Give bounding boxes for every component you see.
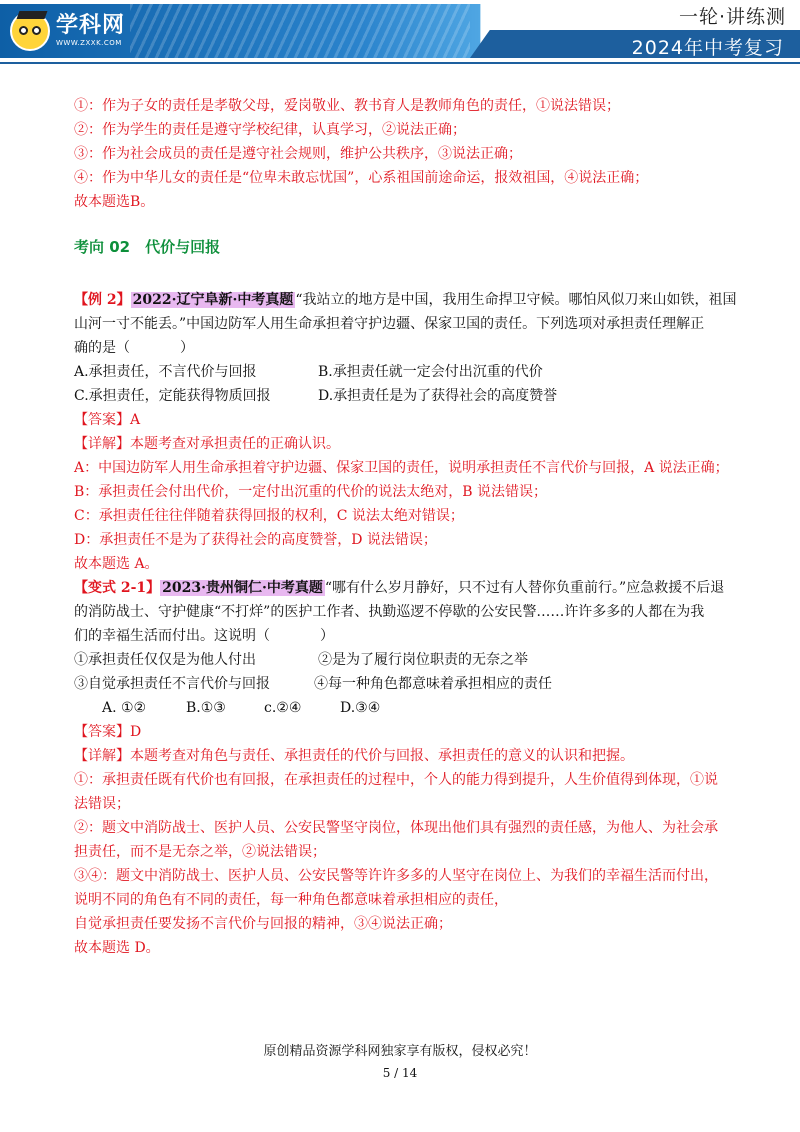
explanation-line: B：承担责任会付出代价，一定付出沉重的代价的说法太绝对，B 说法错误； [74,484,548,500]
series-label: 一轮·讲练测 [678,6,786,28]
example-tag: 【例 2】 [74,292,131,308]
prev-explanation-line: ④：作为中华儿女的责任是“位卑未敢忘忧国”，心系祖国前途命运，报效祖国，④说法正确； [74,170,649,186]
prev-explanation-line: 故本题选B。 [74,194,155,210]
choice-c: c.②④ [264,700,302,716]
copyright-note: 原创精品资源学科网独家享有版权，侵权必究！ [263,1044,537,1059]
choice-b: B.①③ [186,700,226,716]
page-number: 5 / 14 [382,1066,418,1080]
prev-explanation-line: ①：作为子女的责任是孝敬父母，爱岗敬业、教书育人是教师角色的责任，①说法错误； [74,98,620,114]
explanation-line: A：中国边防军人用生命承担着守护边疆、保家卫国的责任，说明承担责任不言代价与回报，A 说法正确； [74,460,729,476]
answer-line [74,722,141,742]
header-rule [0,62,800,64]
stem-text: ） [180,340,194,356]
stem-text: “哪有什么岁月静好，只不过有人替你负重前行。”应急救援不后退 [324,580,725,596]
explanation-line: D：承担责任不是为了获得社会的高度赞誉，D 说法错误； [74,532,437,548]
stem-text: 确的是（ [74,340,130,356]
answer-line [74,410,140,430]
statement-1: ①承担责任仅仅是为他人付出 [74,652,256,668]
answer-value: D [130,724,142,740]
explanation-line: ①：承担责任既有代价也有回报，在承担责任的过程中，个人的能力得到提升，人生价值得到体现，①说 [74,772,718,788]
choice-a: A. ①② [102,700,147,716]
site-logo[interactable] [10,8,125,54]
example2-stem [74,290,737,310]
variant21-stem-line [74,626,334,646]
detail-line [74,434,340,454]
option-a: A.承担责任，不言代价与回报 [74,364,257,380]
explanation-line: 故本题选 A。 [74,556,159,572]
detail-line [74,746,634,766]
answer-tag: 【答案】 [74,724,130,740]
explanation-line: ②：题文中消防战士、医护人员、公安民警坚守岗位，体现出他们具有强烈的责任感，为他人、为社会承 [74,820,718,836]
explanation-line: ③④：题文中消防战士、医护人员、公安民警等许许多多的人坚守在岗位上、为我们的幸福生活而付出， [74,868,718,884]
explanation-line: C：承担责任往往伴随着获得回报的权利，C 说法太绝对错误； [74,508,464,524]
source-badge: 2023·贵州铜仁·中考真题 [162,580,323,596]
explanation-line: 故本题选 D。 [74,940,160,956]
option-c: C.承担责任，定能获得物质回报 [74,388,271,404]
header-decoration [130,4,470,58]
example2-stem-line [74,338,194,358]
stem-text: ） [320,628,334,644]
variant21-stem [74,578,724,598]
answer-tag: 【答案】 [74,412,130,428]
variant21-stem-line: 的消防战士、守护健康“不打烊”的医护工作者、执勤巡逻不停歇的公安民警……许许多多的人都在为我 [74,604,705,620]
variant-tag: 【变式 2-1】 [74,580,161,596]
prev-explanation-line: ②：作为学生的责任是遵守学校纪律，认真学习，②说法正确； [74,122,466,138]
explanation-line: 法错误； [74,796,130,812]
example2-stem-line: 山河一寸不能丢。”中国边防军人用生命承担着守护边疆、保家卫国的责任。下列选项对承担责任理解正 [74,316,705,332]
section-title: 考向 02 代价与回报 [74,238,221,256]
review-label: 2024年中考复习 [631,37,784,59]
statement-2: ②是为了履行岗位职责的无奈之举 [318,652,528,668]
detail-text: 本题考查对承担责任的正确认识。 [130,436,340,452]
logo-name: 学科网 [56,13,126,38]
answer-value: A [130,412,141,428]
option-d: D.承担责任是为了获得社会的高度赞誉 [318,388,558,404]
logo-url: WWW.ZXXK.COM [56,39,122,47]
detail-tag: 【详解】 [74,436,130,452]
source-badge: 2022·辽宁阜新·中考真题 [132,292,294,308]
explanation-line: 自觉承担责任要发扬不言代价与回报的精神，③④说法正确； [74,916,452,932]
statement-3: ③自觉承担责任不言代价与回报 [74,676,270,692]
mascot-logo-icon [10,11,50,51]
statement-4: ④每一种角色都意味着承担相应的责任 [314,676,552,692]
detail-tag: 【详解】 [74,748,130,764]
explanation-line: 说明不同的角色有不同的责任，每一种角色都意味着承担相应的责任， [74,892,508,908]
detail-text: 本题考查对角色与责任、承担责任的代价与回报、承担责任的意义的认识和把握。 [130,748,634,764]
prev-explanation-line: ③：作为社会成员的责任是遵守社会规则，维护公共秩序，③说法正确； [74,146,522,162]
stem-text: 们的幸福生活而付出。这说明（ [74,628,270,644]
page-header [0,0,800,70]
stem-text: “我站立的地方是中国，我用生命捍卫守候。哪怕风似刀来山如铁，祖国 [295,292,737,308]
option-b: B.承担责任就一定会付出沉重的代价 [318,364,543,380]
choice-d: D.③④ [340,700,381,716]
explanation-line: 担责任，而不是无奈之举，②说法错误； [74,844,326,860]
